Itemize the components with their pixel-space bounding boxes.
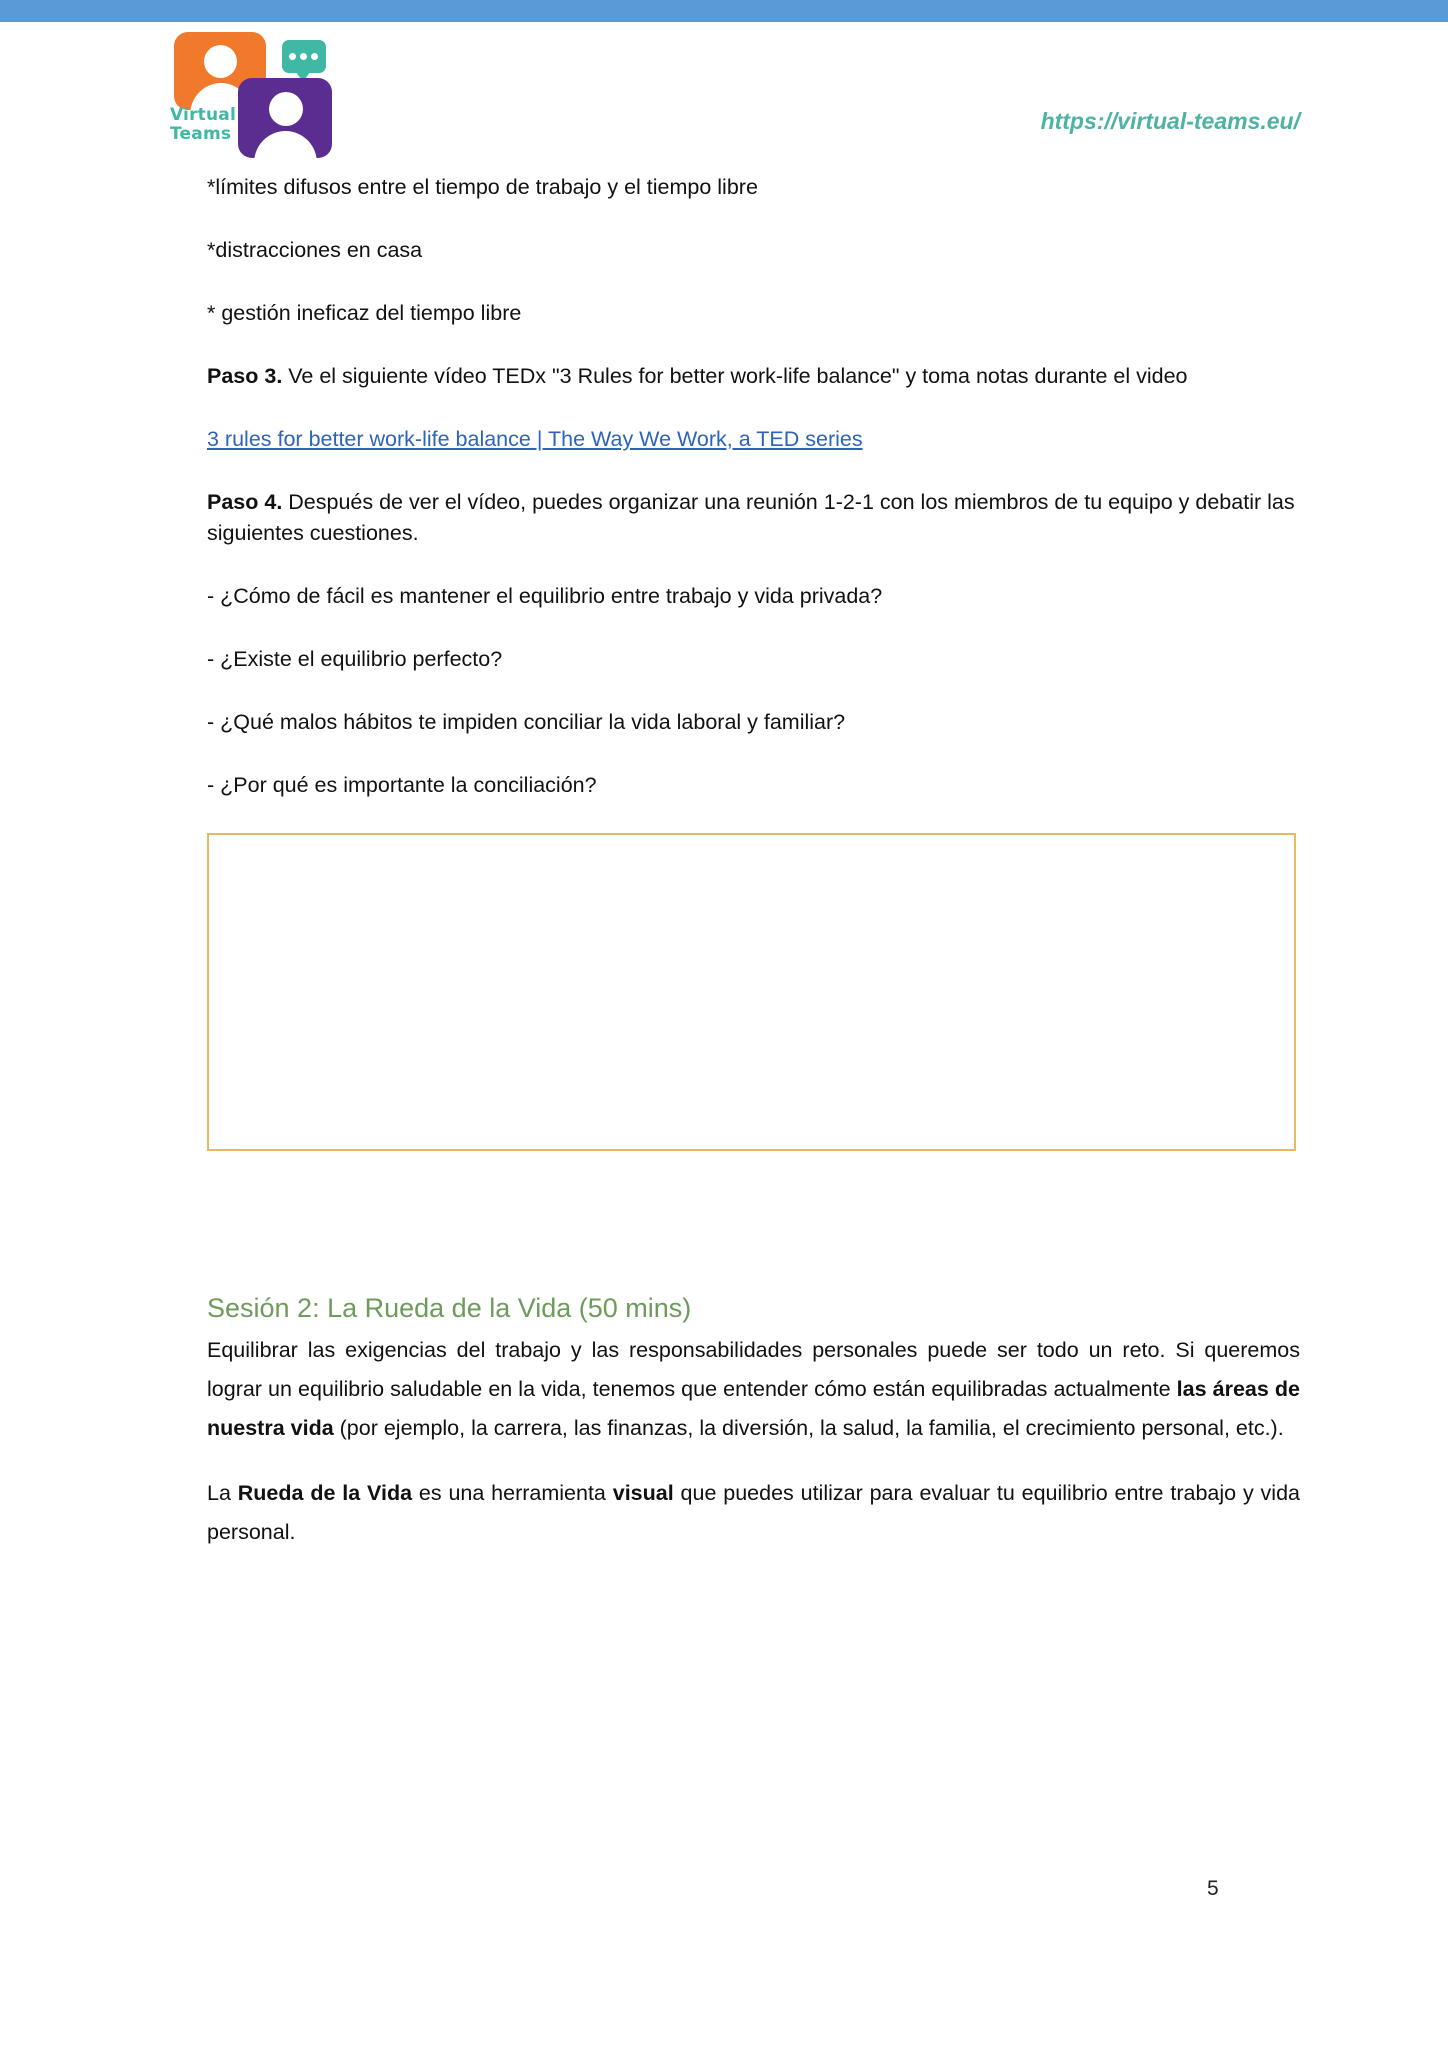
top-blue-banner [0, 0, 1448, 22]
answer-text-box[interactable] [207, 833, 1296, 1151]
bullet-item-1: *límites difusos entre el tiempo de trabajo y el tiempo libre [207, 175, 758, 199]
site-url[interactable]: https://virtual-teams.eu/ [1040, 108, 1300, 134]
logo-wordmark-line2: Teams [170, 124, 232, 144]
bullet-item-3: * gestión ineficaz del tiempo libre [207, 301, 522, 325]
paso-3-label: Paso 3. [207, 364, 283, 388]
session-2-heading: Sesión 2: La Rueda de la Vida (50 mins) [207, 1293, 692, 1323]
person-body-icon [254, 131, 317, 158]
paragraph-2-bold-2: visual [612, 1481, 674, 1505]
paso-4-text: Después de ver el vídeo, puedes organizar una reunión 1-2-1 con los miembros de tu equipo y debatir las siguientes cuestiones. [207, 490, 1295, 545]
session-2-paragraph-2 [207, 1474, 1300, 1552]
logo-wordmark-line1: Virtual [170, 105, 236, 125]
session-2-paragraph-1 [207, 1331, 1300, 1448]
paragraph-1-part-c: (por ejemplo, la carrera, las finanzas, la diversión, la salud, la familia, el crecimiento personal, etc.). [333, 1416, 1284, 1440]
paragraph-2-part-c: es una herramienta [412, 1481, 613, 1505]
paso-3-paragraph [207, 361, 1300, 392]
bullet-item-2: *distracciones en casa [207, 238, 423, 262]
paragraph-2-bold-1: Rueda de la Vida [237, 1481, 413, 1505]
document-body [207, 172, 1300, 1578]
virtual-teams-logo [168, 30, 348, 152]
person-head-icon [204, 45, 237, 78]
document-page [0, 22, 1448, 2048]
question-item-4: - ¿Por qué es importante la conciliación? [207, 773, 597, 797]
paso-3-text: Ve el siguiente vídeo TEDx "3 Rules for better work-life balance" y toma notas durante el video [282, 364, 1188, 388]
paragraph-2-part-e: que puedes utilizar para evaluar tu equilibrio entre trabajo y vida personal. [207, 1481, 1300, 1544]
chat-bubble-icon [282, 40, 326, 73]
chat-bubble-dots [289, 53, 318, 60]
question-item-3: - ¿Qué malos hábitos te impiden conciliar la vida laboral y familiar? [207, 710, 846, 734]
page-header [0, 22, 1448, 152]
paso-4-label: Paso 4. [207, 490, 283, 514]
section-spacer [207, 1151, 1300, 1291]
person-head-icon [269, 92, 303, 126]
question-item-1: - ¿Cómo de fácil es mantener el equilibrio entre trabajo y vida privada? [207, 584, 883, 608]
logo-wordmark [170, 106, 256, 144]
ted-video-link[interactable]: 3 rules for better work-life balance | The Way We Work, a TED series [207, 427, 863, 451]
paragraph-1-part-a: Equilibrar las exigencias del trabajo y las responsabilidades personales puede ser todo un reto. Si queremos lograr un equilibrio saludable en la vida, tenemos que entender cómo están equilibradas actualmente [207, 1338, 1300, 1401]
paso-4-paragraph [207, 487, 1300, 549]
question-item-2: - ¿Existe el equilibrio perfecto? [207, 647, 503, 671]
paragraph-1-bold: las áreas de nuestra vida [207, 1377, 1300, 1440]
paragraph-2-part-a: La [207, 1481, 238, 1505]
page-number: 5 [1207, 1877, 1219, 1900]
